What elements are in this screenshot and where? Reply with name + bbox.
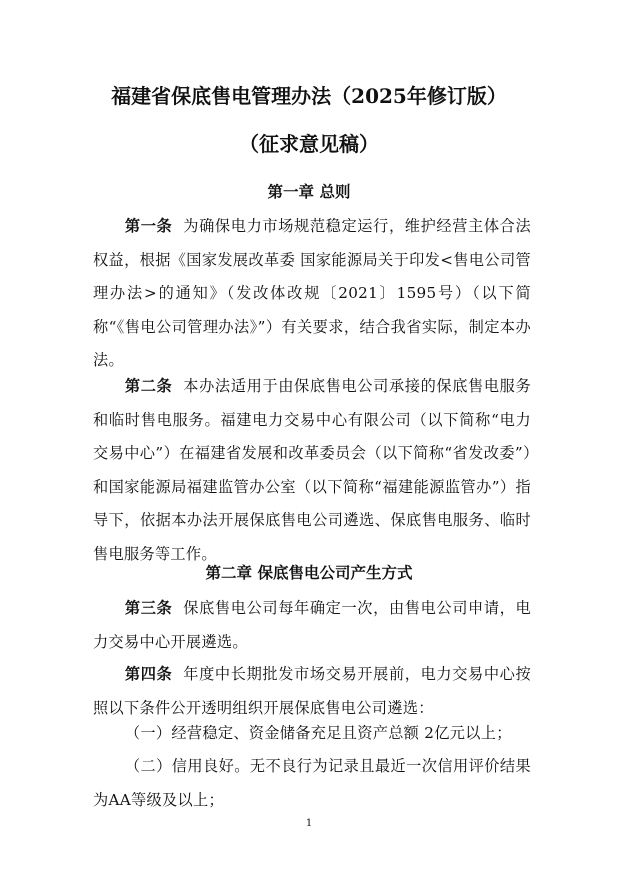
article-2 <box>93 370 531 571</box>
article-4 <box>93 658 531 725</box>
article-3 <box>93 592 531 659</box>
article-1 <box>93 210 531 378</box>
article-label: 第三条 <box>124 599 173 617</box>
list-item: （二）信用良好。无不良行为记录且最近一次信用评价结果为AA等级及以上； <box>93 757 531 809</box>
document-title: 福建省保底售电管理办法（2025年修订版） <box>111 84 507 108</box>
chapter-heading-1: 第一章 总则 <box>267 182 351 201</box>
list-item: （一）经营稳定、资金储备充足且资产总额 2亿元以上； <box>124 724 512 742</box>
article-text: 保底售电公司每年确定一次，由售电公司申请，电力交易中心开展遴选。 <box>93 599 531 651</box>
article-text: 为确保电力市场规范稳定运行，维护经营主体合法权益，根据《国家发展改革委 国家能源局关于印发<售电公司管理办法>的通知》（发改体改规〔2021〕1595号）（以下简称“《售电公司管理办法》”）有关要求，结合我省实际，制定本办法。 <box>93 217 531 369</box>
document-subtitle: （征求意见稿） <box>239 132 379 156</box>
article-label: 第二条 <box>124 377 173 395</box>
article-label: 第四条 <box>124 665 173 683</box>
article-text: 年度中长期批发市场交易开展前，电力交易中心按照以下条件公开透明组织开展保底售电公司遴选： <box>93 665 531 717</box>
article-label: 第一条 <box>124 217 173 235</box>
article-text: 本办法适用于由保底售电公司承接的保底售电服务和临时售电服务。福建电力交易中心有限公司（以下简称“电力交易中心”）在福建省发展和改革委员会（以下简称“省发改委”）和国家能源局福建监管办公室（以下简称“福建能源监管办”）指导下，依据本办法开展保底售电公司遴选、保底售电服务、临时售电服务等工作。 <box>93 377 531 563</box>
page-number: 1 <box>305 818 313 829</box>
chapter-heading-2: 第二章 保底售电公司产生方式 <box>205 563 413 582</box>
